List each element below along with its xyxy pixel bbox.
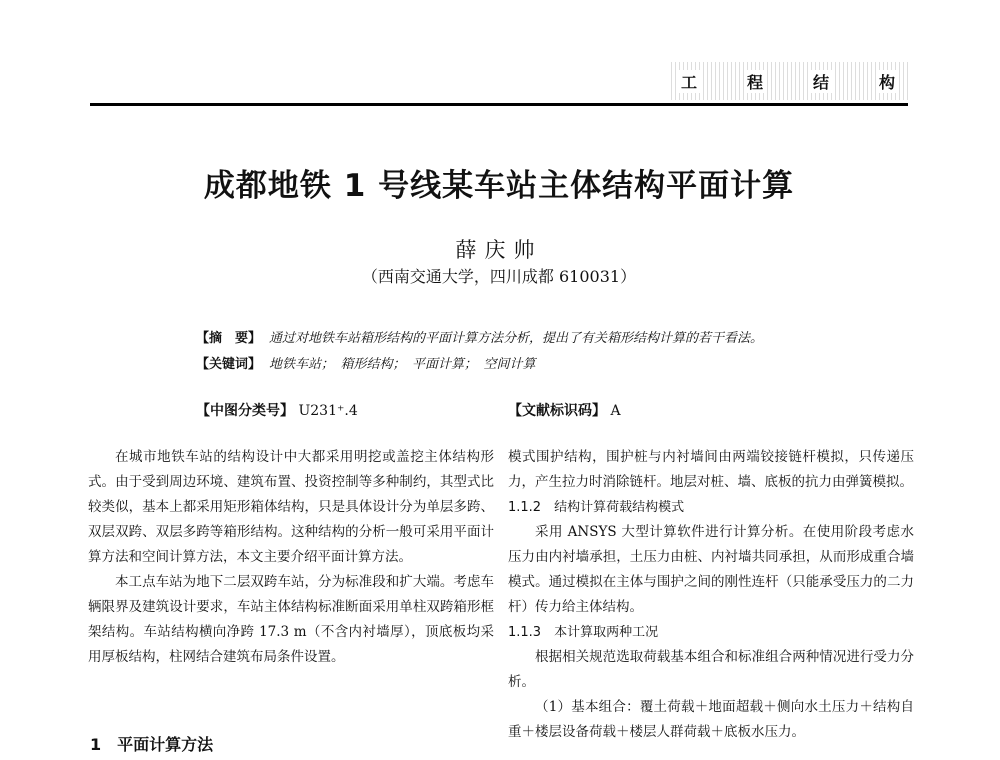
right-column xyxy=(508,445,914,745)
section-label-char: 结 xyxy=(810,70,832,93)
body-paragraph: 本工点车站为地下二层双跨车站，分为标准段和扩大端。考虑车辆限界及建筑设计要求，车站主体结构标准断面采用单柱双跨箱形框架结构。车站结构横向净跨 17.3 m（不含内衬墙厚），顶底板均采用厚板结构，柱网结合建筑布局条件设置。 xyxy=(88,574,494,665)
abstract-text: 通过对地铁车站箱形结构的平面计算方法分析，提出了有关箱形结构计算的若干看法。 xyxy=(269,331,764,346)
abstract xyxy=(196,327,763,346)
author-name: 薛庆帅 xyxy=(455,238,543,262)
keywords xyxy=(196,353,536,372)
section-label-char: 工 xyxy=(678,70,700,93)
clc-label: 【中图分类号】 xyxy=(196,403,294,419)
subsection-heading: 1.1.3 本计算取两种工况 xyxy=(508,625,659,640)
author-affiliation: （西南交通大学，四川成都 610031） xyxy=(361,267,637,286)
clc-value: U231⁺.4 xyxy=(298,403,358,419)
journal-section-label xyxy=(668,62,908,100)
section-heading: 1 平面计算方法 xyxy=(90,735,214,754)
header-rule xyxy=(90,103,908,106)
section-label-char: 构 xyxy=(876,70,898,93)
keywords-label: 【关键词】 xyxy=(196,357,262,372)
left-column xyxy=(88,445,494,670)
doc-code xyxy=(508,400,621,420)
keywords-text: 地铁车站； 箱形结构； 平面计算； 空间计算 xyxy=(269,357,536,372)
subsection-heading: 1.1.2 结构计算荷载结构模式 xyxy=(508,500,685,515)
body-paragraph: 模式围护结构，围护桩与内衬墙间由两端铰接链杆模拟，只传递压力，产生拉力时消除链杆。地层对桩、墙、底板的抗力由弹簧模拟。 xyxy=(508,449,914,490)
paper-title: 成都地铁 1 号线某车站主体结构平面计算 xyxy=(203,168,795,204)
doc-code-value: A xyxy=(610,403,621,419)
section-label-char: 程 xyxy=(744,70,766,93)
abstract-label: 【摘 要】 xyxy=(196,331,262,346)
body-paragraph: （1）基本组合：覆土荷载＋地面超载＋侧向水土压力＋结构自重＋楼层设备荷载＋楼层人群荷载＋底板水压力。 xyxy=(508,699,914,740)
body-paragraph: 根据相关规范选取荷载基本组合和标准组合两种情况进行受力分析。 xyxy=(508,649,914,690)
body-paragraph: 采用 ANSYS 大型计算软件进行计算分析。在使用阶段考虑水压力由内衬墙承担，土压力由桩、内衬墙共同承担，从而形成重合墙模式。通过模拟在主体与围护之间的刚性连杆（只能承受压力的二力杆）传力给主体结构。 xyxy=(508,524,914,615)
body-paragraph: 在城市地铁车站的结构设计中大都采用明挖或盖挖主体结构形式。由于受到周边环境、建筑布置、投资控制等多种制约，其型式比较类似，基本上都采用矩形箱体结构，只是具体设计分为单层多跨、双层双跨、双层多跨等箱形结构。这种结构的分析一般可采用平面计算方法和空间计算方法，本文主要介绍平面计算方法。 xyxy=(88,449,494,565)
doc-code-label: 【文献标识码】 xyxy=(508,403,606,419)
clc-number xyxy=(196,400,358,420)
